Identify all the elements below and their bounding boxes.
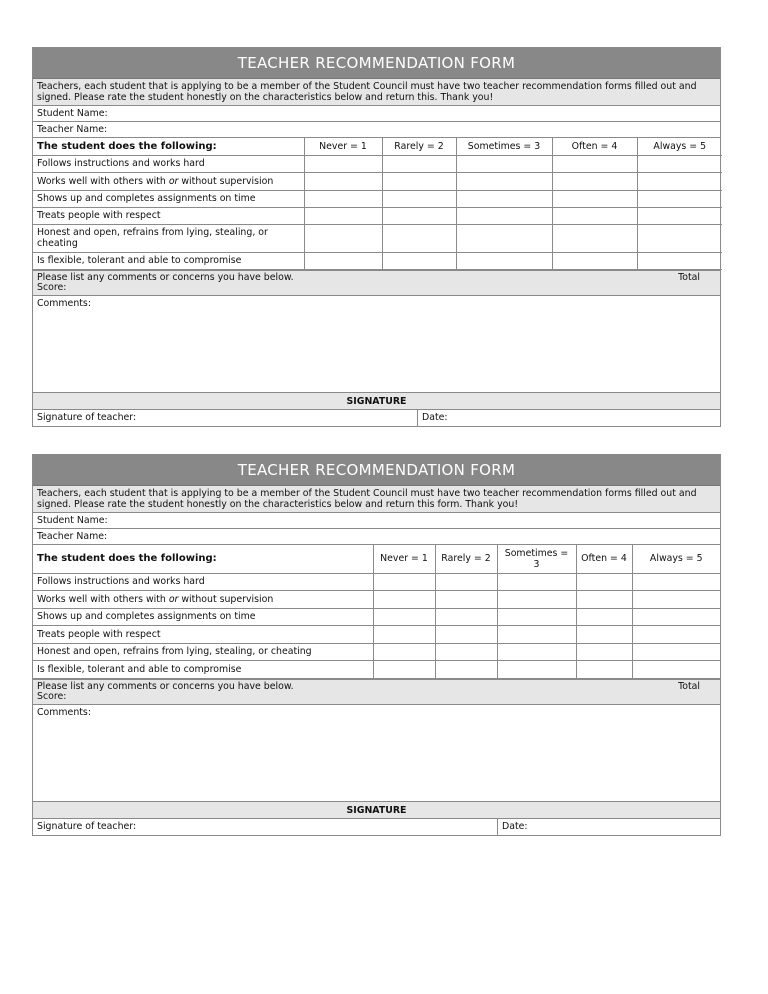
rating-cell[interactable] — [373, 626, 435, 644]
rating-cell[interactable] — [456, 190, 552, 207]
rating-cell[interactable] — [576, 661, 632, 679]
rating-cell[interactable] — [373, 608, 435, 626]
score-label: Score: — [37, 690, 67, 702]
signature-field[interactable]: Signature of teacher: — [33, 410, 418, 426]
total-label: Total — [678, 271, 700, 283]
rating-cell[interactable] — [382, 172, 456, 190]
student-name-field[interactable]: Student Name: — [33, 106, 720, 122]
rating-cell[interactable] — [576, 608, 632, 626]
signature-field[interactable]: Signature of teacher: — [33, 819, 498, 835]
rating-cell[interactable] — [637, 190, 722, 207]
criterion-label: Treats people with respect — [33, 207, 304, 224]
comments-label: Comments: — [37, 297, 91, 309]
criterion-label: Honest and open, refrains from lying, stealing, or cheating — [33, 224, 304, 252]
form-title: TEACHER RECOMMENDATION FORM — [33, 48, 720, 79]
comments-prompt: Please list any comments or concerns you have below. — [37, 680, 294, 692]
rating-cell[interactable] — [552, 172, 637, 190]
rating-cell[interactable] — [552, 155, 637, 172]
rating-cell[interactable] — [637, 252, 722, 269]
rating-cell[interactable] — [576, 626, 632, 644]
table-row — [33, 643, 720, 661]
rating-cell[interactable] — [637, 207, 722, 224]
rating-cell[interactable] — [382, 190, 456, 207]
table-row — [33, 573, 720, 591]
rating-header-sometimes: Sometimes = 3 — [456, 138, 552, 155]
criterion-label: Treats people with respect — [33, 626, 373, 644]
rating-table — [33, 138, 722, 270]
rating-cell[interactable] — [632, 608, 720, 626]
rating-cell[interactable] — [632, 626, 720, 644]
total-label: Total — [678, 680, 700, 692]
rating-header-sometimes: Sometimes = 3 — [497, 545, 576, 573]
criterion-label: Shows up and completes assignments on time — [33, 608, 373, 626]
rating-cell[interactable] — [382, 155, 456, 172]
rating-cell[interactable] — [435, 661, 497, 679]
form-instructions: Teachers, each student that is applying to be a member of the Student Council must have two teacher recommendation forms filled out and signed. Please rate the student honestly on the characteristics below and return this form. Thank you! — [33, 486, 720, 513]
table-row — [33, 172, 722, 190]
table-row — [33, 155, 722, 172]
rating-cell[interactable] — [552, 224, 637, 252]
rating-header-rarely: Rarely = 2 — [435, 545, 497, 573]
criteria-header: The student does the following: — [33, 138, 304, 155]
rating-cell[interactable] — [435, 573, 497, 591]
teacher-name-field[interactable]: Teacher Name: — [33, 122, 720, 138]
rating-cell[interactable] — [637, 224, 722, 252]
date-field[interactable]: Date: — [502, 820, 528, 832]
rating-cell[interactable] — [373, 661, 435, 679]
comments-label: Comments: — [37, 706, 91, 718]
student-name-field[interactable]: Student Name: — [33, 513, 720, 529]
rating-cell[interactable] — [497, 573, 576, 591]
rating-cell[interactable] — [373, 591, 435, 609]
criterion-label: Follows instructions and works hard — [33, 155, 304, 172]
rating-cell[interactable] — [373, 643, 435, 661]
rating-cell[interactable] — [497, 591, 576, 609]
signature-header: SIGNATURE — [33, 802, 720, 819]
rating-cell[interactable] — [435, 608, 497, 626]
criterion-label: Honest and open, refrains from lying, stealing, or cheating — [33, 643, 373, 661]
rating-cell[interactable] — [632, 573, 720, 591]
rating-cell[interactable] — [497, 608, 576, 626]
date-field[interactable]: Date: — [422, 411, 448, 423]
table-row — [33, 224, 722, 252]
criterion-label: Is flexible, tolerant and able to compromise — [33, 252, 304, 269]
criterion-label: Follows instructions and works hard — [33, 573, 373, 591]
rating-cell[interactable] — [632, 591, 720, 609]
teacher-name-field[interactable]: Teacher Name: — [33, 529, 720, 545]
recommendation-form-1 — [32, 47, 721, 427]
rating-cell[interactable] — [373, 573, 435, 591]
rating-cell[interactable] — [382, 252, 456, 269]
rating-cell[interactable] — [552, 190, 637, 207]
rating-header-often: Often = 4 — [552, 138, 637, 155]
comments-field[interactable] — [33, 296, 720, 393]
rating-header-often: Often = 4 — [576, 545, 632, 573]
criterion-label: Works well with others with or without supervision — [33, 172, 304, 190]
comments-prompt-bar — [33, 679, 720, 705]
rating-cell[interactable] — [552, 252, 637, 269]
form-title: TEACHER RECOMMENDATION FORM — [33, 455, 720, 486]
criterion-label: Is flexible, tolerant and able to compromise — [33, 661, 373, 679]
rating-cell[interactable] — [304, 207, 382, 224]
form-instructions: Teachers, each student that is applying to be a member of the Student Council must have two teacher recommendation forms filled out and signed. Please rate the student honestly on the characteristics below and return this. Thank you! — [33, 79, 720, 106]
rating-cell[interactable] — [456, 155, 552, 172]
rating-cell[interactable] — [632, 661, 720, 679]
rating-cell[interactable] — [304, 252, 382, 269]
rating-cell[interactable] — [497, 626, 576, 644]
rating-cell[interactable] — [576, 591, 632, 609]
rating-cell[interactable] — [304, 155, 382, 172]
rating-cell[interactable] — [435, 591, 497, 609]
rating-cell[interactable] — [552, 207, 637, 224]
table-row — [33, 661, 720, 679]
rating-cell[interactable] — [632, 643, 720, 661]
rating-header-always: Always = 5 — [637, 138, 722, 155]
table-row — [33, 252, 722, 269]
rating-header-always: Always = 5 — [632, 545, 720, 573]
rating-cell[interactable] — [304, 190, 382, 207]
table-row — [33, 591, 720, 609]
comments-prompt: Please list any comments or concerns you have below. — [37, 271, 294, 283]
comments-prompt-bar — [33, 270, 720, 296]
rating-cell[interactable] — [637, 172, 722, 190]
rating-cell[interactable] — [456, 224, 552, 252]
criteria-header: The student does the following: — [33, 545, 373, 573]
rating-cell[interactable] — [497, 661, 576, 679]
signature-header: SIGNATURE — [33, 393, 720, 410]
table-row — [33, 207, 722, 224]
rating-header-never: Never = 1 — [304, 138, 382, 155]
rating-cell[interactable] — [382, 207, 456, 224]
signature-row — [33, 819, 720, 835]
rating-cell[interactable] — [435, 643, 497, 661]
table-row — [33, 626, 720, 644]
rating-header-never: Never = 1 — [373, 545, 435, 573]
rating-cell[interactable] — [637, 155, 722, 172]
rating-cell[interactable] — [435, 626, 497, 644]
rating-cell[interactable] — [576, 643, 632, 661]
rating-header-row — [33, 138, 722, 155]
rating-cell[interactable] — [576, 573, 632, 591]
rating-header-row — [33, 545, 720, 573]
signature-row — [33, 410, 720, 426]
rating-table — [33, 545, 720, 679]
table-row — [33, 608, 720, 626]
rating-cell[interactable] — [382, 224, 456, 252]
score-label: Score: — [37, 281, 67, 293]
rating-cell[interactable] — [497, 643, 576, 661]
rating-cell[interactable] — [456, 207, 552, 224]
recommendation-form-2 — [32, 454, 721, 836]
criterion-label: Works well with others with or without supervision — [33, 591, 373, 609]
table-row — [33, 190, 722, 207]
rating-cell[interactable] — [456, 172, 552, 190]
comments-field[interactable] — [33, 705, 720, 802]
rating-header-rarely: Rarely = 2 — [382, 138, 456, 155]
rating-cell[interactable] — [304, 172, 382, 190]
criterion-label: Shows up and completes assignments on time — [33, 190, 304, 207]
rating-cell[interactable] — [456, 252, 552, 269]
rating-cell[interactable] — [304, 224, 382, 252]
